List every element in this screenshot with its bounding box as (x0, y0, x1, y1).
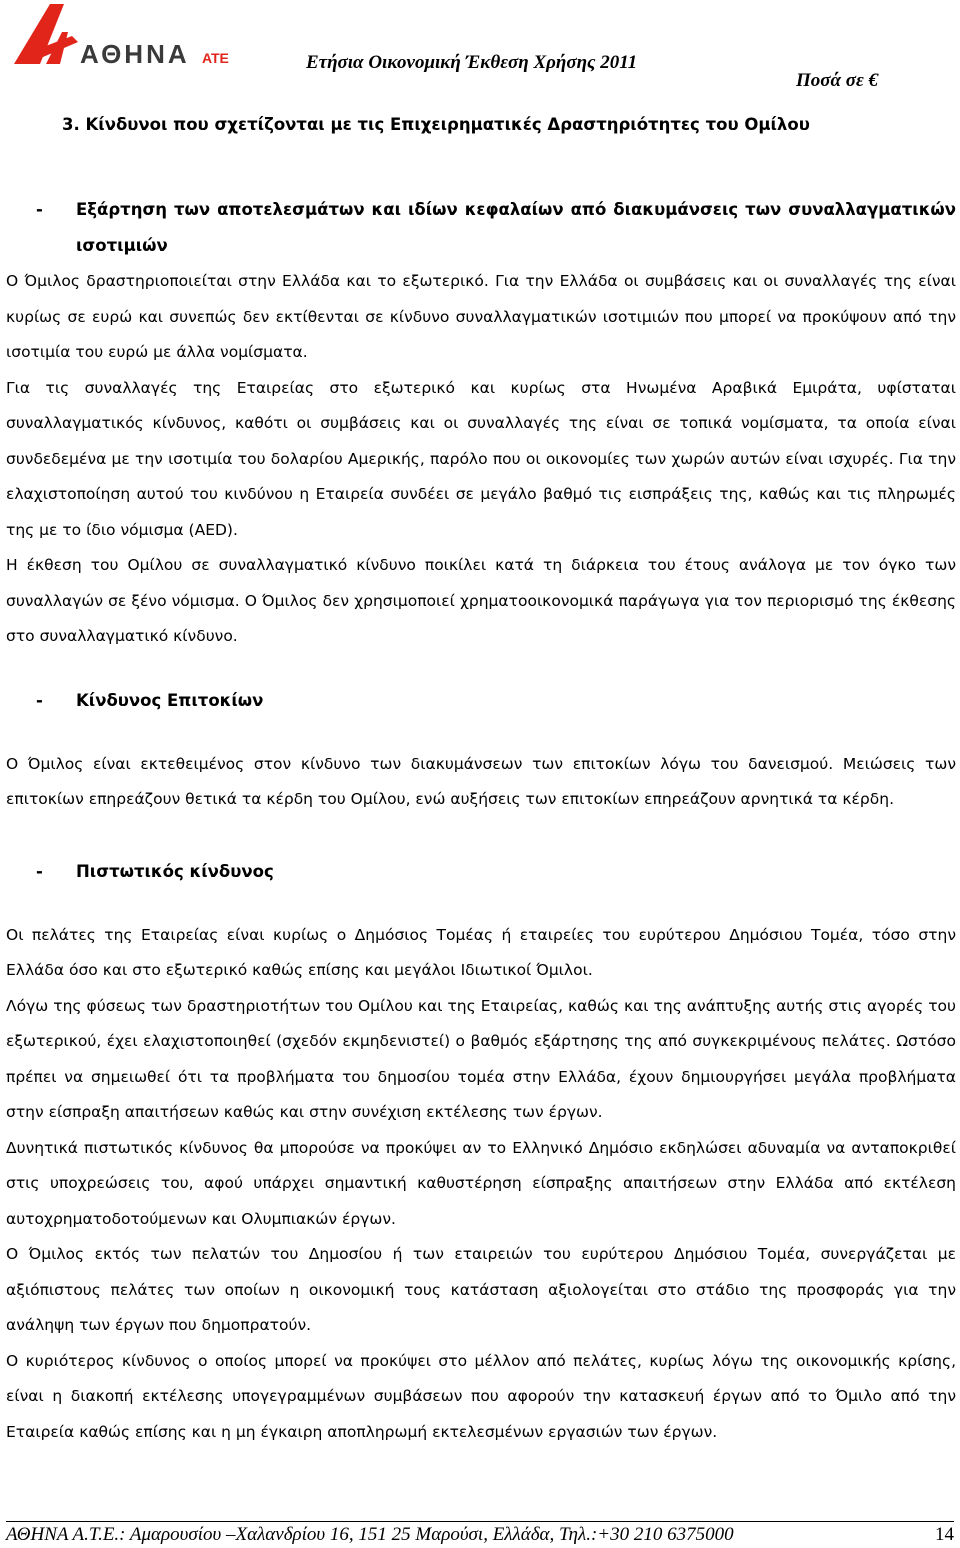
report-title: Ετήσια Οικονομική Έκθεση Χρήσης 2011 (306, 52, 638, 73)
bullet-dash: - (36, 861, 43, 881)
page-number: 14 (935, 1524, 954, 1545)
section-title: 3. Κίνδυνοι που σχετίζονται με τις Επιχειρηματικές Δραστηριότητες του Ομίλου (62, 115, 810, 134)
interest-risk-heading (6, 683, 956, 719)
credit-paragraph-4: Ο Όμιλος εκτός των πελατών του Δημοσίου ή των εταιρειών του ευρύτερου Δημόσιου Τομέα, συνεργάζεται με αξιόπιστους πελάτες των οποίων η οικονομική τους κατάσταση αξιολογείται στο στάδιο της προσφοράς για την ανάληψη των έργων που δημοπρατούν. (6, 1245, 956, 1334)
spacer (6, 890, 956, 918)
bullet-dash: - (36, 200, 43, 219)
svg-text:ΑΘΗΝΑ: ΑΘΗΝΑ (80, 39, 190, 69)
fx-paragraph-1: Ο Όμιλος δραστηριοποιείται στην Ελλάδα και το εξωτερικό. Για την Ελλάδα οι συμβάσεις και οι συναλλαγές της είναι κυρίως σε ευρώ και συνεπώς δεν εκτίθενται σε κίνδυνο συναλλαγματικών ισοτιμιών που μπορεί να προκύψουν από την ισοτιμία του ευρώ με άλλα νομίσματα. (6, 272, 956, 361)
spacer (6, 655, 956, 683)
credit-risk-heading-text: Πιστωτικός κίνδυνος (76, 861, 274, 881)
credit-paragraph-2: Λόγω της φύσεως των δραστηριοτήτων του Ομίλου και της Εταιρείας, καθώς και της ανάπτυξης αυτής στις αγορές του εξωτερικού, έχει ελαχιστοποιηθεί (σχεδόν εκμηδενιστεί) ο βαθμός εξάρτησης της από συγκεκριμένους πελάτες. Ωστόσο πρέπει να σημειωθεί ότι τα προβλήματα του δημοσίου τομέα στην Ελλάδα, έχουν δημιουργήσει μεγάλα προβλήματα στην είσπραξη απαιτήσεων καθώς και στην συνέχιση εκτέλεσης των έργων. (6, 996, 956, 1121)
credit-paragraph-5: Ο κυριότερος κίνδυνος ο οποίος μπορεί να προκύψει στο μέλλον από πελάτες, κυρίως λόγω της οικονομικής κρίσης, είναι η διακοπή εκτέλεσης υπογεγραμμένων συμβάσεων που αφορούν την κατασκευή έργων από το Όμιλο από την Εταιρεία καθώς επίσης και η μη έγκαιρη αποπληρωμή εκτελεσμένων εργασιών των έργων. (6, 1351, 956, 1441)
company-logo (10, 2, 250, 72)
amounts-currency-note: Ποσά σε € (796, 70, 879, 91)
spacer (6, 818, 956, 854)
credit-risk-heading (6, 854, 956, 890)
interest-risk-heading-text: Κίνδυνος Επιτοκίων (76, 690, 264, 710)
logo-graphic (10, 2, 250, 72)
bullet-dash: - (36, 690, 43, 710)
footer-divider (6, 1521, 954, 1522)
svg-text:ΑΤΕ: ΑΤΕ (202, 50, 229, 66)
footer-address: ΑΘΗΝΑ Α.Τ.Ε.: Αμαρουσίου –Χαλανδρίου 16, 151 25 Μαρούσι, Ελλάδα, Τηλ.:+30 210 6375000 (6, 1524, 734, 1545)
credit-paragraph-1: Οι πελάτες της Εταιρείας είναι κυρίως ο Δημόσιος Τομέας ή εταιρείες του ευρύτερου Δημόσιου Τομέα, τόσο στην Ελλάδα όσο και στο εξωτερικό καθώς επίσης και μεγάλοι Ιδιωτικοί Όμιλοι. (6, 925, 956, 979)
fx-risk-heading (6, 192, 956, 264)
fx-paragraph-2: Για τις συναλλαγές της Εταιρείας στο εξωτερικό και κυρίως στα Ηνωμένα Αραβικά Εμιράτα, υφίσταται συναλλαγματικός κίνδυνος, καθότι οι συμβάσεις και οι συναλλαγές της είναι σε τοπικά νομίσματα, τα οποία είναι συνδεδεμένα με την ισοτιμία του δολαρίου Αμερικής, παρόλο που οι οικονομίες των χωρών αυτών είναι ισχυρές. Για την ελαχιστοποίηση αυτού του κινδύνου η Εταιρεία συνδέει σε μεγάλο βαθμό τις εισπράξεις της, καθώς και τις πληρωμές της με το ίδιο νόμισμα (AED). (6, 378, 956, 539)
fx-risk-heading-text: Εξάρτηση των αποτελεσμάτων και ιδίων κεφαλαίων από διακυμάνσεις των συναλλαγματικών ισοτιμιών (76, 200, 956, 255)
spacer (6, 719, 956, 747)
fx-paragraph-3: Η έκθεση του Ομίλου σε συναλλαγματικό κίνδυνο ποικίλει κατά τη διάρκεια του έτους ανάλογα με τον όγκο των συναλλαγών σε ξένο νόμισμα. Ο Όμιλος δεν χρησιμοποιεί χρηματοοικονομικά παράγωγα για τον περιορισμό της έκθεσης στο συναλλαγματικό κίνδυνο. (6, 556, 956, 645)
credit-paragraph-3: Δυνητικά πιστωτικός κίνδυνος θα μπορούσε να προκύψει αν το Ελληνικό Δημόσιο εκδηλώσει αδυναμία να ανταποκριθεί στις υποχρεώσεις του, αφού υπάρχει σημαντική καθυστέρηση είσπραξης απαιτήσεων στην Ελλάδα από εκτέλεση αυτοχρηματοδοτούμενων και Ολυμπιακών έργων. (6, 1138, 956, 1228)
main-content (6, 108, 956, 1450)
interest-paragraph-1: Ο Όμιλος είναι εκτεθειμένος στον κίνδυνο των διακυμάνσεων των επιτοκίων λόγω του δανεισμού. Μειώσεις των επιτοκίων επηρεάζουν θετικά τα κέρδη του Ομίλου, ενώ αυξήσεις των επιτοκίων επηρεάζουν αρνητικά τα κέρδη. (6, 754, 956, 808)
